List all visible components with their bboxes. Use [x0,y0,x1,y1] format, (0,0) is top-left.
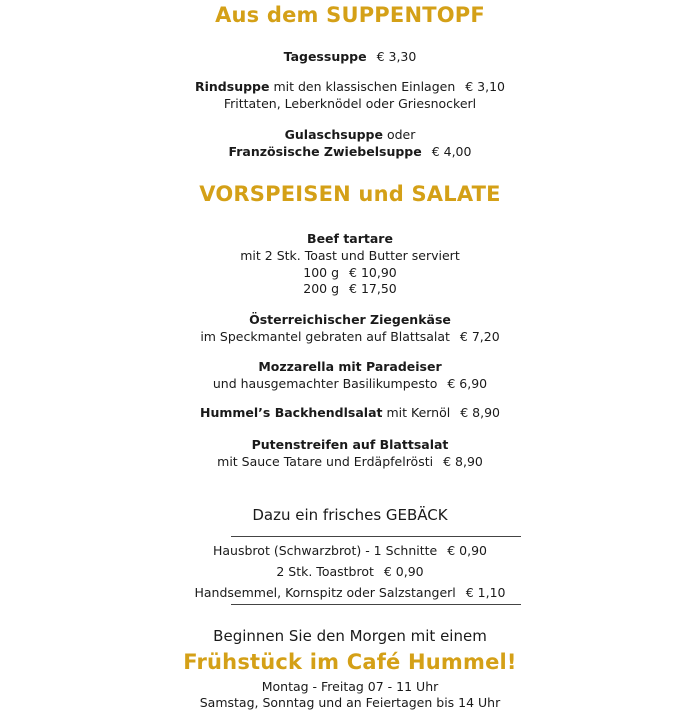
menu-item-mozzarella [0,375,700,392]
item-description: mit Kernöl [386,405,451,420]
divider [231,604,521,605]
portion-size: 100 g [303,265,340,280]
menu-item-zwiebelsuppe [0,143,700,160]
item-description: und hausgemachter Basilikumpesto [212,376,438,391]
opening-hours-weekend: Samstag, Sonntag und an Feiertagen bis 14 Uhr [199,695,501,710]
list-item [0,582,700,603]
menu-item-tagessuppe [0,48,700,65]
item-price: € 8,90 [460,405,500,420]
item-price: € 1,10 [465,585,506,600]
item-price: € 17,50 [349,281,397,296]
item-name: Französische Zwiebelsuppe [228,144,422,159]
item-price: € 0,90 [383,564,424,579]
menu-item-backhendlsalat [0,404,700,421]
item-price: € 3,30 [376,49,417,64]
divider [231,536,521,537]
bakery-item-text: 2 Stk. Toastbrot [276,564,374,579]
item-price: € 8,90 [443,454,483,469]
bakery-item-text: Handsemmel, Kornspitz oder Salzstangerl [194,585,456,600]
beef-size-100 [0,264,700,281]
item-price: € 10,90 [349,265,397,280]
item-description: mit Sauce Tatare und Erdäpfelrösti [217,454,434,469]
breakfast-intro: Beginnen Sie den Morgen mit einem [213,627,487,645]
menu-item-gulaschsuppe [0,126,700,143]
portion-size: 200 g [303,281,340,296]
item-price: € 3,10 [465,79,505,94]
rindsuppe-options: Frittaten, Leberknödel oder Griesnockerl [223,96,477,111]
beef-size-200 [0,280,700,297]
menu-item-rindsuppe [0,78,700,95]
item-joiner: oder [386,127,416,142]
bakery-item-text: Hausbrot (Schwarzbrot) - 1 Schnitte [213,543,438,558]
item-price: € 7,20 [459,329,500,344]
item-description: mit den klassischen Einlagen [273,79,456,94]
list-item [0,540,700,561]
item-name: Hummel’s Backhendlsalat [200,405,383,420]
item-description: mit 2 Stk. Toast und Butter serviert [240,248,460,263]
list-item [0,561,700,582]
item-name: Gulaschsuppe [284,127,383,142]
item-name-ziegenkaese: Österreichischer Ziegenkäse [249,312,451,327]
item-price: € 4,00 [431,144,472,159]
starters-heading: VORSPEISEN und SALATE [199,182,501,206]
bakery-intro: Dazu ein frisches GEBÄCK [252,506,448,524]
item-description: im Speckmantel gebraten auf Blattsalat [200,329,450,344]
opening-hours-weekdays: Montag - Freitag 07 - 11 Uhr [261,679,439,694]
item-name: Rindsuppe [195,79,270,94]
menu-item-putenstreifen [0,453,700,470]
item-price: € 6,90 [447,376,488,391]
item-name-putenstreifen: Putenstreifen auf Blattsalat [251,437,449,452]
item-name: Tagessuppe [283,49,367,64]
menu-item-ziegenkaese [0,328,700,345]
item-name-mozzarella: Mozzarella mit Paradeiser [258,359,442,374]
bakery-list [0,540,700,603]
breakfast-heading: Frühstück im Café Hummel! [183,650,517,674]
item-price: € 0,90 [447,543,487,558]
item-name-beef-tartare: Beef tartare [307,231,393,246]
soups-heading: Aus dem SUPPENTOPF [215,3,485,27]
